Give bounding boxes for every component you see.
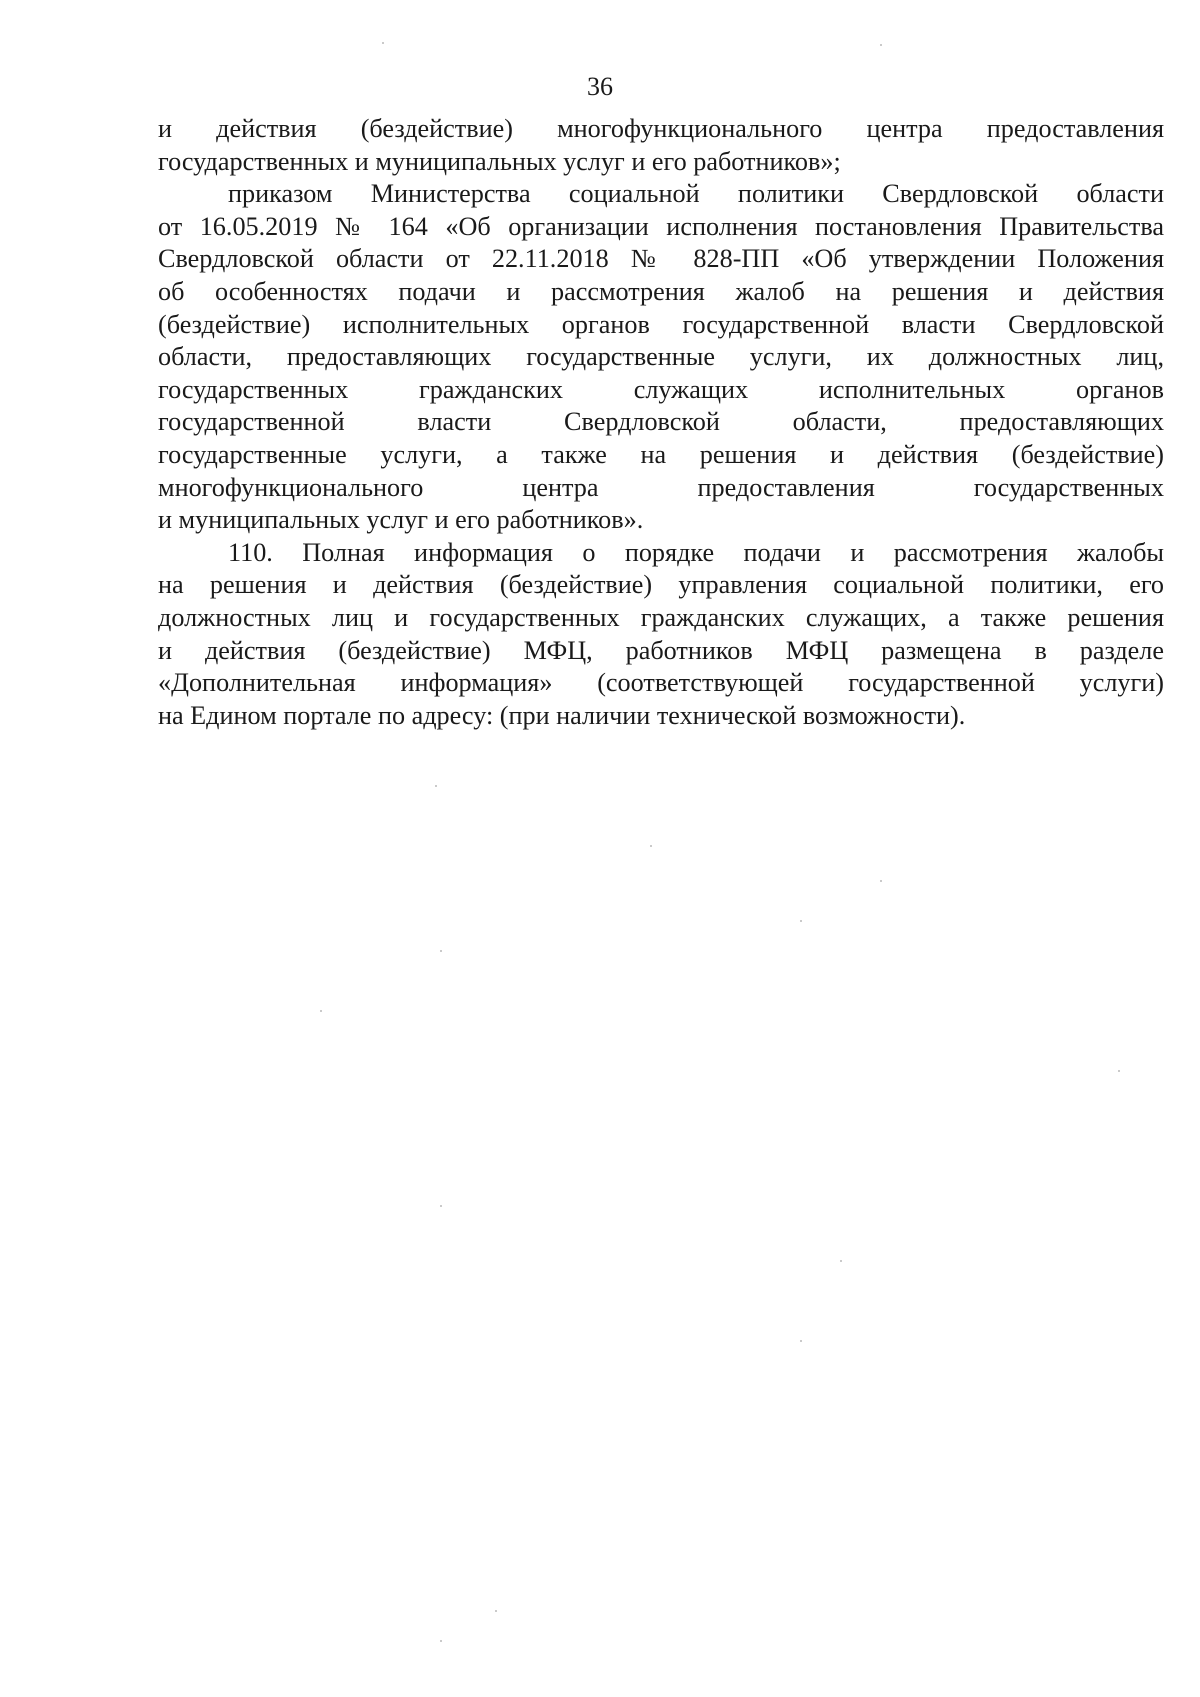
- scan-speck: [495, 1610, 497, 1612]
- text-line: «Дополнительная информация» (соответствующей государственной услуги): [158, 668, 1164, 698]
- page-number: 36: [587, 72, 613, 101]
- text-line: приказом Министерства социальной политики Свердловской области: [228, 179, 1164, 209]
- scan-speck: [800, 1340, 802, 1342]
- scan-speck: [650, 845, 652, 847]
- text-line: и действия (бездействие) МФЦ, работников МФЦ размещена в разделе: [158, 635, 1164, 665]
- scan-speck: [440, 1205, 442, 1207]
- text-line: и действия (бездействие) многофункционального центра предоставления: [158, 114, 1164, 143]
- scan-speck: [435, 785, 437, 787]
- scan-speck: [880, 44, 882, 46]
- text-line: государственных и муниципальных услуг и его работников»;: [158, 146, 841, 176]
- document-body: [158, 113, 1164, 732]
- text-line: на Едином портале по адресу: (при наличии технической возможности).: [158, 700, 966, 730]
- paragraph-110: [158, 537, 1164, 733]
- text-line: многофункционального центра предоставления государственных: [158, 472, 1164, 502]
- text-line: от 16.05.2019 № 164 «Об организации исполнения постановления Правительства: [158, 211, 1164, 241]
- text-line: области, предоставляющих государственные услуги, их должностных лиц,: [158, 342, 1164, 372]
- text-line: об особенностях подачи и рассмотрения жалоб на решения и действия: [158, 276, 1164, 306]
- scan-speck: [880, 880, 882, 882]
- scan-speck: [840, 1260, 842, 1262]
- scan-speck: [1118, 1070, 1120, 1072]
- scan-speck: [440, 950, 442, 952]
- text-line: государственной власти Свердловской области, предоставляющих: [158, 407, 1164, 437]
- text-line: на решения и действия (бездействие) управления социальной политики, его: [158, 570, 1164, 600]
- paragraph-order-reference: [158, 178, 1164, 537]
- text-line: Свердловской области от 22.11.2018 № 828-ПП «Об утверждении Положения: [158, 244, 1164, 274]
- text-line: (бездействие) исполнительных органов государственной власти Свердловской: [158, 309, 1164, 339]
- scan-speck: [320, 1010, 322, 1012]
- paragraph-continuation: [158, 113, 1164, 178]
- text-line: государственных гражданских служащих исполнительных органов: [158, 374, 1164, 404]
- scan-speck: [440, 1640, 442, 1642]
- text-line: должностных лиц и государственных гражданских служащих, а также решения: [158, 602, 1164, 632]
- text-line: государственные услуги, а также на решения и действия (бездействие): [158, 439, 1164, 469]
- text-line: и муниципальных услуг и его работников».: [158, 505, 644, 535]
- text-line: 110. Полная информация о порядке подачи и рассмотрения жалобы: [228, 537, 1164, 567]
- scan-speck: [382, 42, 384, 44]
- scan-speck: [800, 920, 802, 922]
